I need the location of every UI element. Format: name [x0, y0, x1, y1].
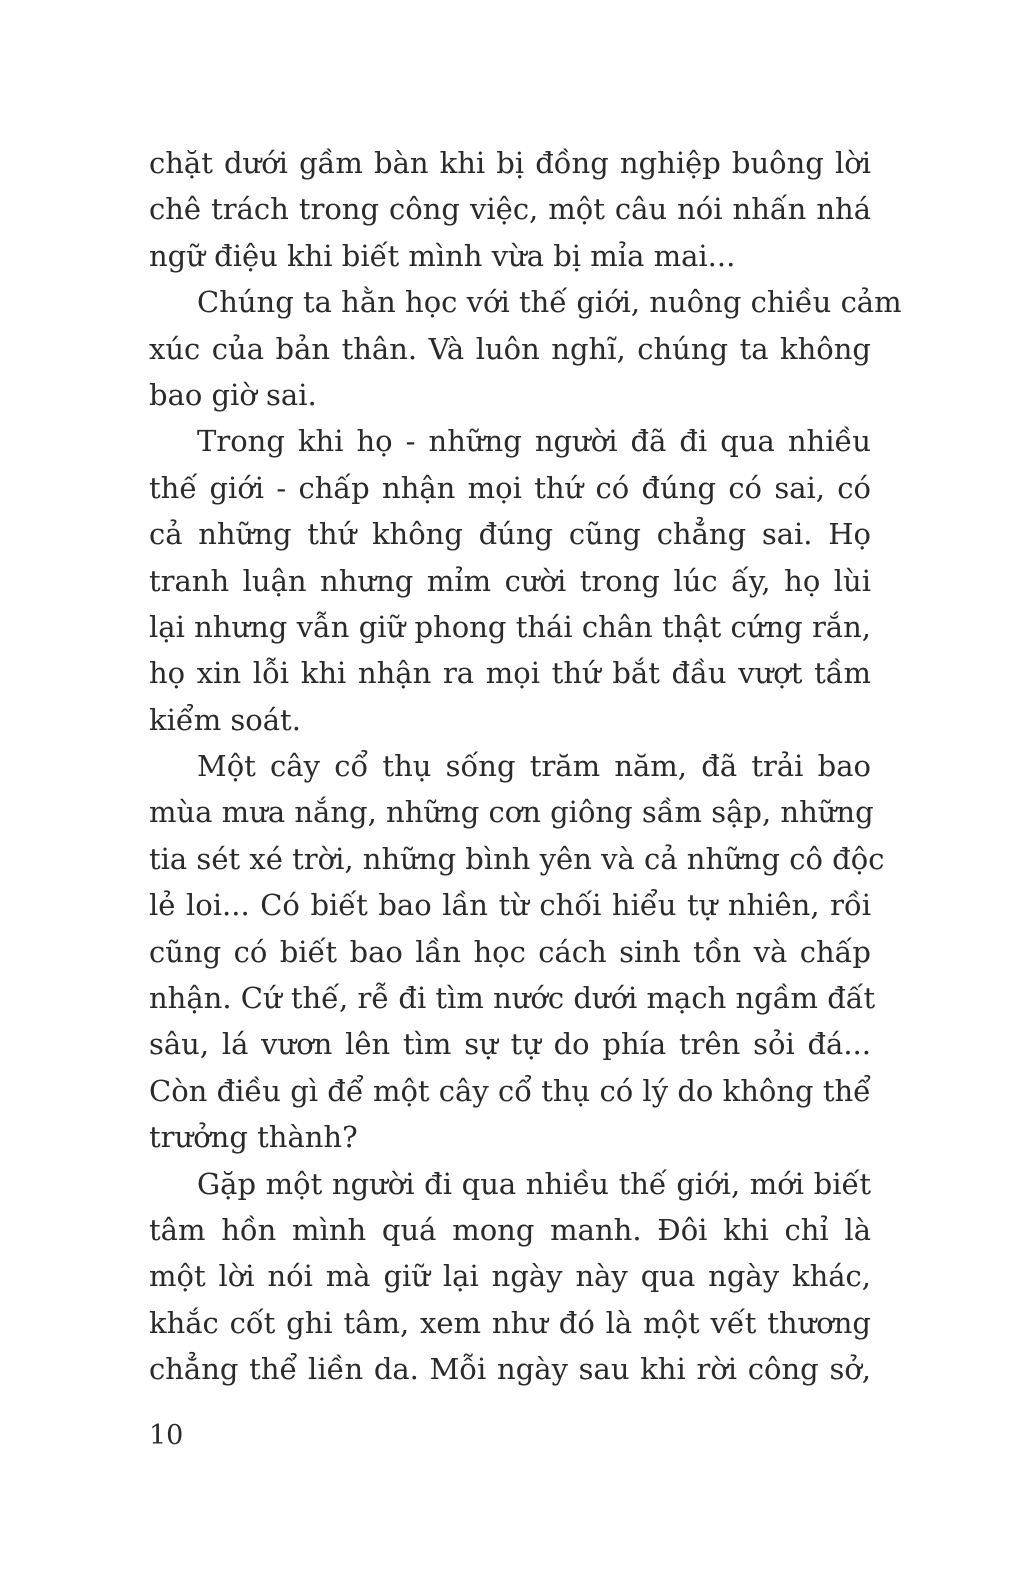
- text-line: tranh luận nhưng mỉm cười trong lúc ấy, họ lùi: [149, 563, 871, 598]
- text-line: chẳng thể liền da. Mỗi ngày sau khi rời công sở,: [149, 1352, 871, 1387]
- text-line: ngữ điệu khi biết mình vừa bị mỉa mai...: [149, 238, 736, 273]
- text-line: Còn điều gì để một cây cổ thụ có lý do không thể: [149, 1073, 871, 1108]
- text-line: lẻ loi... Có biết bao lần từ chối hiểu tự nhiên, rồi: [149, 888, 871, 923]
- page-number: 10: [149, 1420, 184, 1451]
- body-text: [149, 140, 902, 1393]
- text-line: khắc cốt ghi tâm, xem như đó là một vết thương: [149, 1305, 871, 1340]
- paragraph-first-line: Chúng ta hằn học với thế giới, nuông chiều cảm: [197, 285, 902, 320]
- text-line: bao giờ sai.: [149, 377, 317, 412]
- text-line: tâm hồn mình quá mong manh. Đôi khi chỉ là: [149, 1212, 871, 1247]
- text-line: tia sét xé trời, những bình yên và cả những cô độc: [149, 841, 885, 876]
- text-line: trưởng thành?: [149, 1120, 358, 1155]
- text-line: xúc của bản thân. Và luôn nghĩ, chúng ta không: [149, 331, 871, 366]
- paragraph-first-line: Một cây cổ thụ sống trăm năm, đã trải bao: [197, 749, 871, 784]
- text-line: cả những thứ không đúng cũng chẳng sai. Họ: [149, 517, 871, 552]
- text-line: thế giới - chấp nhận mọi thứ có đúng có sai, có: [149, 470, 871, 505]
- text-line: nhận. Cứ thế, rễ đi tìm nước dưới mạch ngầm đất: [149, 981, 876, 1016]
- text-line: họ xin lỗi khi nhận ra mọi thứ bắt đầu vượt tầm: [149, 656, 871, 691]
- text-line: cũng có biết bao lần học cách sinh tồn và chấp: [149, 934, 871, 969]
- text-line: chặt dưới gầm bàn khi bị đồng nghiệp buông lời: [149, 146, 871, 180]
- paragraph-first-line: Gặp một người đi qua nhiều thế giới, mới biết: [197, 1166, 871, 1201]
- text-line: chê trách trong công việc, một câu nói nhấn nhá: [149, 192, 871, 227]
- text-line: sâu, lá vươn lên tìm sự tự do phía trên sỏi đá...: [149, 1027, 871, 1062]
- text-line: mùa mưa nắng, những cơn giông sầm sập, những: [149, 795, 874, 830]
- text-line: kiểm soát.: [149, 702, 301, 737]
- text-line: một lời nói mà giữ lại ngày này qua ngày khác,: [149, 1259, 871, 1294]
- text-line: lại nhưng vẫn giữ phong thái chân thật cứng rắn,: [149, 609, 871, 644]
- paragraph-first-line: Trong khi họ - những người đã đi qua nhiều: [197, 424, 871, 459]
